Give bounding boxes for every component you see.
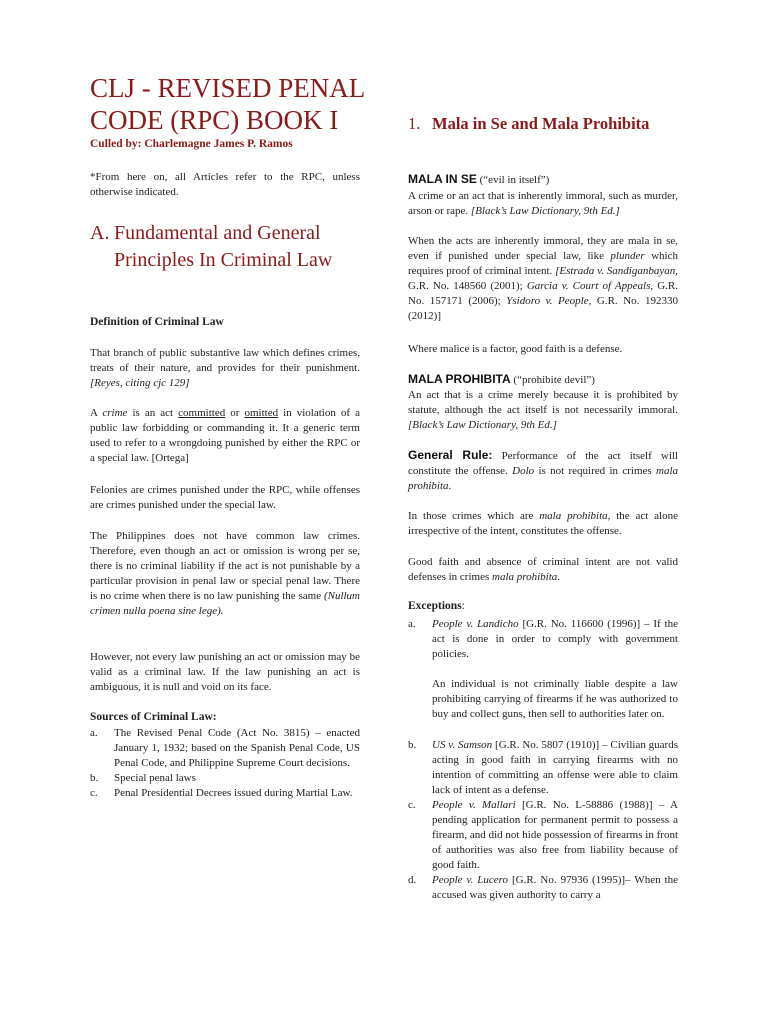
mala-prohibita-term: mala prohibita bbox=[408, 465, 679, 492]
list-marker: c. bbox=[408, 799, 416, 811]
list-marker: d. bbox=[408, 874, 417, 886]
mala-prohibita-gloss: (“prohibite devil”) bbox=[510, 374, 595, 386]
section-a-title: Fundamental and General Principles In Criminal Law bbox=[114, 222, 333, 271]
case-name: People v. Landicho bbox=[432, 618, 519, 630]
definition-citation: [Reyes, citing cjc 129] bbox=[90, 377, 190, 389]
mala-prohibita-label-line bbox=[408, 372, 678, 388]
list-text: [G.R. No. L-58886 (1988)] – A pending application for permanent permit to possess a firearm, and did not hide possession of firearms in front of authorities was also free from liability because of good faith. bbox=[432, 799, 678, 871]
good-b: . bbox=[557, 571, 561, 583]
list-text: [G.R. No. 5807 (1910)] – Civilian guards acting in good faith in carrying firearms with no intention of committing an offense were able to claim lack of intent as a defense. bbox=[432, 739, 679, 796]
mis-p2-c4: G.R. No. 157171 (2006); bbox=[408, 280, 679, 307]
mala-in-se-def-cite: [Black’s Law Dictionary, 9th Ed.] bbox=[470, 205, 620, 217]
note-paragraph: *From here on, all Articles refer to the RPC, unless otherwise indicated. bbox=[90, 171, 360, 198]
good-a: Good faith and absence of criminal intent are not valid defenses in crimes bbox=[408, 556, 678, 583]
those-crimes-paragraph bbox=[408, 509, 678, 539]
validity-paragraph: However, not every law punishing an act or omission may be valid as a criminal law. If the law punishing an act is ambiguous, it is null and void on its face. bbox=[90, 651, 360, 693]
mis-p2-c6: G.R. No. 192330 (2012)] bbox=[408, 295, 678, 322]
sources-list bbox=[90, 726, 360, 801]
list-item bbox=[408, 798, 678, 873]
dolo-term: Dolo bbox=[512, 465, 535, 477]
list-text: [G.R. No. 116600 (1996)] – If the act is done in order to comply with government policies. bbox=[432, 618, 678, 660]
mala-in-se-def-text: A crime or an act that is inherently immoral, such as murder, arson or rape. bbox=[408, 190, 678, 217]
mp-def-text: An act that is a crime merely because it is prohibited by statute, although the act itself is not necessarily immoral. bbox=[408, 389, 678, 416]
section-a-heading bbox=[90, 220, 360, 271]
byline: Culled by: Charlemagne James P. Ramos bbox=[90, 138, 293, 150]
common-law-text: The Philippines does not have common law crimes. Therefore, even though an act or omission is wrong per se, there is no criminal liability if the act is not punishable by a particular provision in penal law or special penal law. There is no crime when there is no law punishing the same bbox=[90, 530, 360, 602]
list-item bbox=[408, 738, 678, 798]
list-text: The Revised Penal Code (Act No. 3815) – enacted January 1, 1932; based on the Spanish Penal Code, US Penal Code, and Philippine Supreme Court decisions. bbox=[114, 727, 360, 769]
mis-p2-c2: G.R. No. 148560 (2001); bbox=[408, 280, 527, 292]
crime-text-b: is an act bbox=[127, 407, 179, 419]
crime-text-a: A bbox=[90, 407, 103, 419]
list-text: Special penal laws bbox=[114, 772, 196, 784]
mala-in-se-paragraph bbox=[408, 234, 678, 324]
list-marker: c. bbox=[90, 787, 98, 799]
those-it: mala prohibita bbox=[539, 510, 608, 522]
latin-maxim: (Nullum crimen nulla poena sine lege). bbox=[90, 590, 360, 617]
list-item bbox=[90, 786, 360, 801]
gr-text-b: is not required in crimes bbox=[534, 465, 657, 477]
list-item bbox=[90, 771, 360, 786]
definition-heading: Definition of Criminal Law bbox=[90, 316, 224, 328]
exceptions-list bbox=[408, 617, 678, 903]
crime-text-c: or bbox=[225, 407, 245, 419]
list-marker: b. bbox=[90, 772, 99, 784]
mis-p2-b: which requires proof of criminal intent. bbox=[408, 250, 678, 277]
case-name: US v. Samson bbox=[432, 739, 493, 751]
document-title: CLJ - REVISED PENAL CODE (RPC) BOOK I bbox=[90, 73, 365, 135]
committed-term: committed bbox=[178, 407, 226, 419]
good-it: mala prohibita bbox=[492, 571, 558, 583]
list-item bbox=[408, 873, 678, 903]
list-marker: b. bbox=[408, 739, 417, 751]
list-text: Penal Presidential Decrees issued during Martial Law. bbox=[114, 787, 353, 799]
gr-text-c: . bbox=[448, 480, 452, 492]
list-item bbox=[408, 617, 678, 722]
malice-paragraph: Where malice is a factor, good faith is a defense. bbox=[408, 343, 623, 355]
crime-term: crime bbox=[102, 407, 128, 419]
case-estrada: [Estrada v. Sandiganbayan, bbox=[555, 265, 678, 277]
crime-text-d: in violation of a public law forbidding or commanding it. It a generic term used to refer to a wrongdoing punished by either the RPC or a special law. [Ortega] bbox=[90, 407, 360, 464]
mala-in-se-label-line bbox=[408, 172, 678, 188]
exceptions-colon: : bbox=[461, 600, 465, 612]
section-1-number: 1. bbox=[408, 114, 421, 133]
case-garcia: Garcia v. Court of Appeals, bbox=[526, 280, 654, 292]
list-marker: a. bbox=[90, 727, 98, 739]
case-name: People v. Mallari bbox=[432, 799, 516, 811]
list-item bbox=[90, 726, 360, 771]
list-subparagraph: An individual is not criminally liable despite a law prohibiting carrying of firearms if he was authorized to buy and collect guns, then sell to authorities later on. bbox=[432, 678, 678, 720]
mala-in-se-definition bbox=[408, 189, 678, 219]
list-text: [G.R. No. 97936 (1995)]– When the accused was given authority to carry a bbox=[432, 874, 678, 901]
mala-in-se-gloss: (“evil in itself”) bbox=[476, 174, 550, 186]
definition-paragraph bbox=[90, 346, 360, 391]
good-faith-paragraph bbox=[408, 555, 678, 585]
those-b: , the act alone irrespective of the intent, constitutes the offense. bbox=[408, 510, 678, 537]
mala-prohibita-label: MALA PROHIBITA bbox=[408, 372, 511, 386]
felonies-paragraph: Felonies are crimes punished under the RPC, while offenses are crimes punished under the special law. bbox=[90, 484, 360, 511]
exceptions-label: Exceptions bbox=[408, 600, 462, 612]
case-ysidoro: Ysidoro v. People, bbox=[506, 295, 592, 307]
those-a: In those crimes which are bbox=[408, 510, 540, 522]
section-1-title: Mala in Se and Mala Prohibita bbox=[432, 114, 650, 133]
section-a-number: A. bbox=[90, 222, 110, 244]
general-rule-label: General Rule: bbox=[408, 448, 493, 462]
common-law-paragraph bbox=[90, 529, 360, 619]
omitted-term: omitted bbox=[244, 407, 279, 419]
crime-definition-paragraph bbox=[90, 406, 360, 466]
general-rule-paragraph bbox=[408, 448, 678, 494]
definition-text: That branch of public substantive law which defines crimes, treats of their nature, and provides for their punishment. bbox=[90, 347, 360, 374]
exceptions-heading bbox=[408, 600, 465, 612]
mp-def-cite: [Black’s Law Dictionary, 9th Ed.] bbox=[408, 419, 557, 431]
mala-prohibita-definition bbox=[408, 388, 678, 433]
case-name: People v. Lucero bbox=[432, 874, 509, 886]
gr-text-a: Performance of the act itself will constitute the offense. bbox=[408, 450, 678, 477]
list-marker: a. bbox=[408, 618, 416, 630]
mis-p2-a: When the acts are inherently immoral, they are mala in se, even if punished under special law, like bbox=[408, 235, 678, 262]
plunder-term: plunder bbox=[610, 250, 645, 262]
mala-in-se-label: MALA IN SE bbox=[408, 172, 477, 186]
sources-heading: Sources of Criminal Law: bbox=[90, 711, 217, 723]
